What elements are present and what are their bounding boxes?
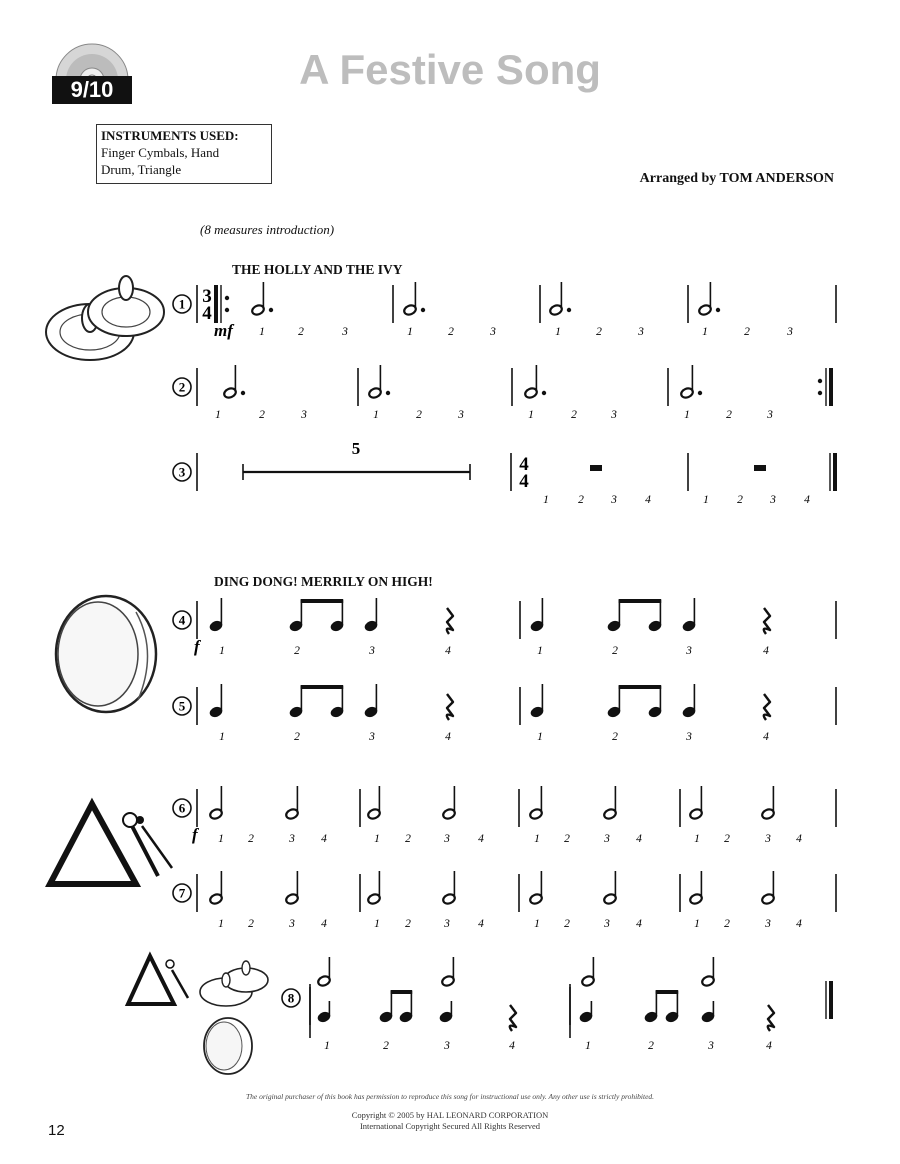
count-number: 3	[289, 918, 295, 930]
track-number-badge: 9/10	[52, 76, 132, 104]
count-number: 1	[215, 409, 221, 421]
line-number: 3	[178, 464, 186, 480]
count-number: 2	[612, 645, 618, 657]
count-number: 2	[259, 409, 265, 421]
count-number: 1	[528, 409, 534, 421]
line-number: 8	[287, 990, 295, 1006]
quarter-rest	[768, 1005, 774, 1031]
page-title: A Festive Song	[299, 46, 601, 93]
reproduction-note: The original purchaser of this book has permission to reproduce this song for instructional use only. Any other use is strictly prohibited.	[245, 1092, 655, 1101]
count-number: 2	[724, 833, 730, 845]
count-number: 2	[383, 1040, 389, 1052]
count-number: 3	[458, 409, 464, 421]
note-dot	[698, 391, 702, 395]
count-number: 1	[374, 833, 380, 845]
instruments-line-2: Drum, Triangle	[101, 162, 182, 177]
quarter-rest	[447, 608, 453, 634]
count-number: 4	[796, 918, 802, 930]
eighth-beam	[619, 599, 662, 603]
count-number: 4	[321, 833, 327, 845]
count-number: 1	[543, 494, 549, 506]
count-number: 2	[416, 409, 422, 421]
count-number: 4	[763, 731, 769, 743]
repeat-dot	[818, 391, 822, 395]
page-number: 12	[48, 1122, 65, 1139]
count-number: 1	[534, 918, 540, 930]
count-number: 1	[537, 645, 543, 657]
count-number: 2	[571, 409, 577, 421]
note-dot	[386, 391, 390, 395]
copyright-line-1: Copyright © 2005 by HAL LEONARD CORPORATION	[351, 1110, 549, 1120]
count-number: 1	[534, 833, 540, 845]
count-number: 3	[686, 645, 692, 657]
line-number: 5	[178, 698, 186, 714]
count-number: 3	[369, 731, 375, 743]
eighth-beam	[391, 990, 413, 994]
count-number: 1	[694, 833, 700, 845]
note-dot	[716, 308, 720, 312]
count-number: 4	[766, 1040, 772, 1052]
time-signature-bottom: 4	[202, 303, 212, 324]
count-number: 3	[770, 494, 776, 506]
count-number: 4	[445, 731, 451, 743]
count-number: 3	[638, 326, 644, 338]
instruments-heading: INSTRUMENTS USED:	[101, 128, 239, 143]
count-number: 3	[708, 1040, 714, 1052]
count-number: 1	[219, 731, 225, 743]
dynamic-marking: mf	[214, 321, 233, 340]
count-number: 2	[648, 1040, 654, 1052]
line-number: 7	[178, 885, 186, 901]
count-number: 1	[684, 409, 690, 421]
repeat-dot	[225, 308, 229, 312]
count-number: 3	[686, 731, 692, 743]
count-number: 3	[765, 918, 771, 930]
repeat-dot	[818, 379, 822, 383]
count-number: 4	[478, 918, 484, 930]
half-rest	[590, 465, 602, 471]
note-dot	[241, 391, 245, 395]
count-number: 1	[703, 494, 709, 506]
count-number: 2	[564, 918, 570, 930]
copyright-line-2: International Copyright Secured All Rights Reserved	[359, 1121, 541, 1131]
arranger-credit: Arranged by TOM ANDERSON	[639, 171, 834, 186]
eighth-beam	[301, 685, 344, 689]
count-number: 2	[298, 326, 304, 338]
count-number: 3	[604, 918, 610, 930]
count-number: 1	[219, 645, 225, 657]
quarter-rest	[764, 694, 770, 720]
dynamic-marking: f	[194, 637, 200, 656]
count-number: 2	[448, 326, 454, 338]
count-number: 3	[444, 833, 450, 845]
count-number: 4	[763, 645, 769, 657]
count-number: 2	[248, 918, 254, 930]
dynamic-marking: f	[192, 825, 198, 844]
count-number: 4	[636, 918, 642, 930]
count-number: 3	[611, 409, 617, 421]
count-number: 1	[555, 326, 561, 338]
line-number: 2	[178, 379, 186, 395]
time-signature-top: 4	[519, 454, 529, 475]
line-number: 6	[178, 800, 186, 816]
half-rest	[754, 465, 766, 471]
count-number: 1	[585, 1040, 591, 1052]
quarter-rest	[447, 694, 453, 720]
count-number: 2	[596, 326, 602, 338]
count-number: 1	[373, 409, 379, 421]
count-number: 2	[744, 326, 750, 338]
count-number: 1	[694, 918, 700, 930]
count-number: 3	[765, 833, 771, 845]
count-number: 1	[259, 326, 265, 338]
count-number: 3	[490, 326, 496, 338]
section-title-holly: THE HOLLY AND THE IVY	[232, 262, 403, 277]
count-number: 1	[537, 731, 543, 743]
quarter-rest	[510, 1005, 516, 1031]
count-number: 2	[294, 645, 300, 657]
count-number: 2	[405, 833, 411, 845]
eighth-beam	[301, 599, 344, 603]
eighth-beam	[656, 990, 679, 994]
line-number: 4	[178, 612, 186, 628]
count-number: 3	[767, 409, 773, 421]
count-number: 3	[369, 645, 375, 657]
note-dot	[542, 391, 546, 395]
count-number: 3	[444, 918, 450, 930]
copyright-notice	[0, 1110, 900, 1132]
count-number: 4	[321, 918, 327, 930]
count-number: 4	[636, 833, 642, 845]
count-number: 2	[612, 731, 618, 743]
count-number: 3	[444, 1040, 450, 1052]
count-number: 2	[726, 409, 732, 421]
time-signature-top: 3	[202, 286, 212, 307]
count-number: 3	[611, 494, 617, 506]
count-number: 3	[289, 833, 295, 845]
count-number: 3	[342, 326, 348, 338]
count-number: 4	[509, 1040, 515, 1052]
quarter-rest	[764, 608, 770, 634]
repeat-dot	[225, 296, 229, 300]
count-number: 2	[578, 494, 584, 506]
count-number: 3	[787, 326, 793, 338]
count-number: 2	[294, 731, 300, 743]
note-dot	[567, 308, 571, 312]
count-number: 2	[248, 833, 254, 845]
count-number: 3	[604, 833, 610, 845]
count-number: 1	[324, 1040, 330, 1052]
count-number: 1	[218, 918, 224, 930]
count-number: 4	[796, 833, 802, 845]
note-dot	[421, 308, 425, 312]
line-number: 1	[178, 296, 186, 312]
rest-measure-count: 5	[351, 439, 361, 458]
count-number: 2	[724, 918, 730, 930]
note-dot	[269, 308, 273, 312]
count-number: 4	[645, 494, 651, 506]
count-number: 1	[218, 833, 224, 845]
count-number: 4	[478, 833, 484, 845]
intro-marking: (8 measures introduction)	[200, 222, 335, 237]
count-number: 2	[405, 918, 411, 930]
eighth-beam	[619, 685, 662, 689]
count-number: 2	[737, 494, 743, 506]
instruments-line-1: Finger Cymbals, Hand	[101, 145, 220, 160]
count-number: 4	[445, 645, 451, 657]
count-number: 4	[804, 494, 810, 506]
section-title-ding-dong: DING DONG! MERRILY ON HIGH!	[214, 574, 433, 589]
count-number: 2	[564, 833, 570, 845]
time-signature-bottom: 4	[519, 471, 529, 492]
count-number: 3	[301, 409, 307, 421]
count-number: 1	[702, 326, 708, 338]
count-number: 1	[374, 918, 380, 930]
count-number: 1	[407, 326, 413, 338]
